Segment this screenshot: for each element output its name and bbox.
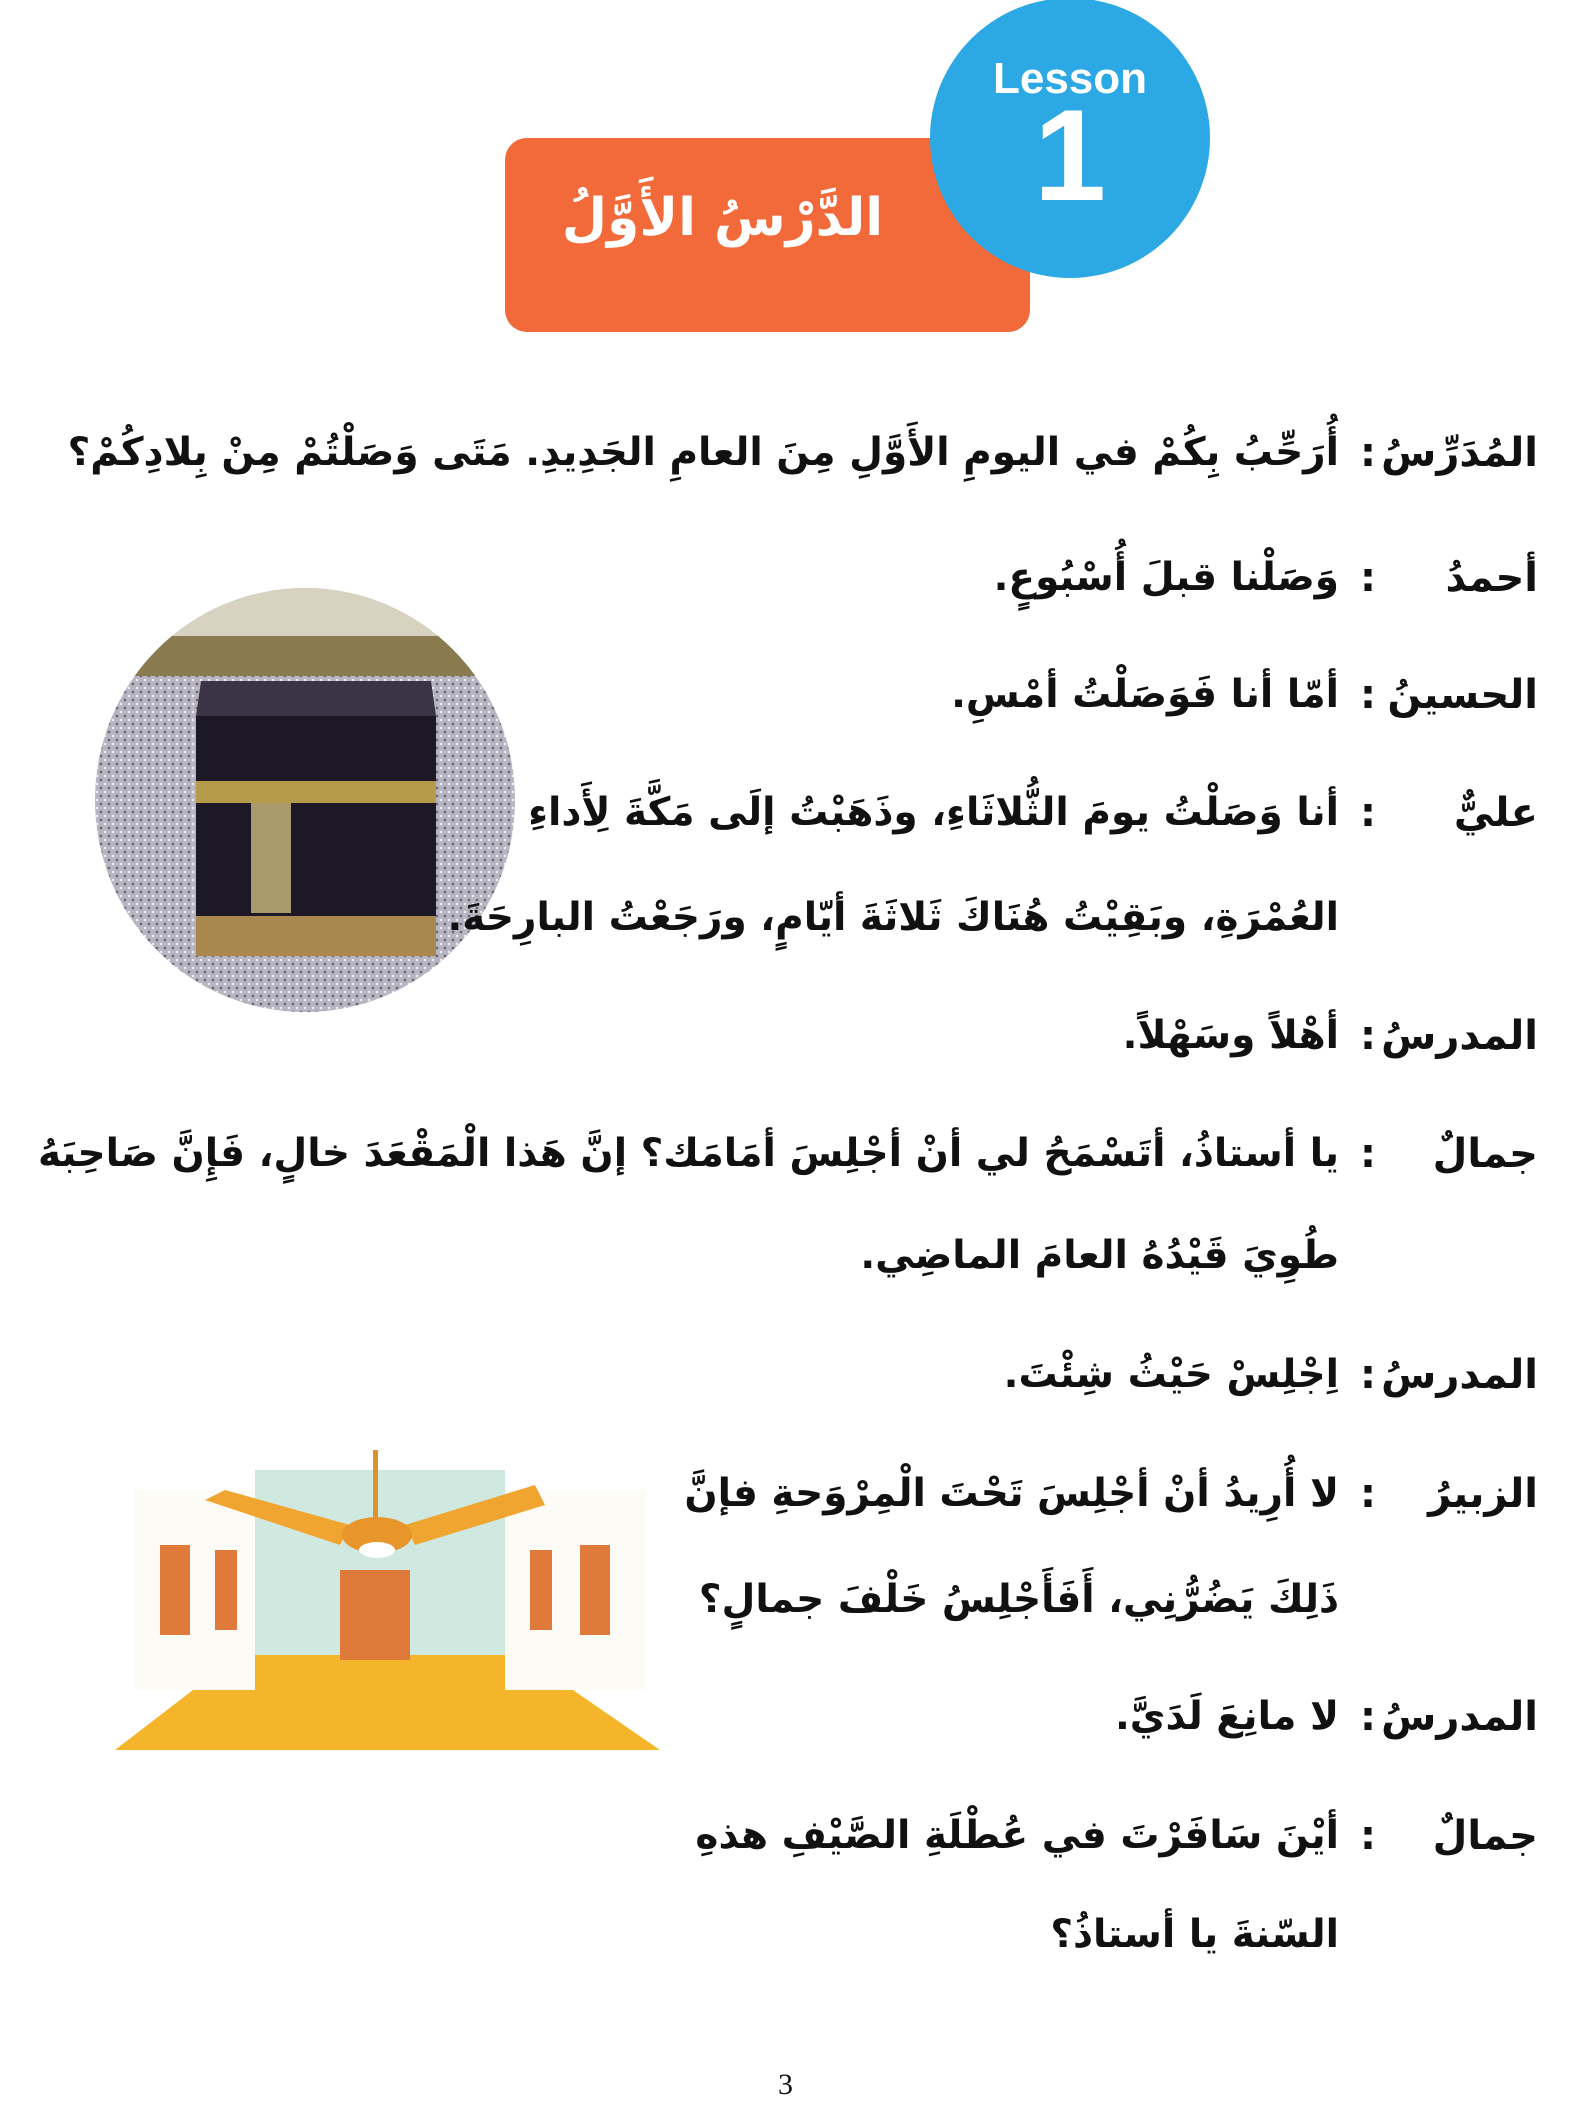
speaker-colon: : bbox=[1360, 1471, 1376, 1517]
dialogue-text: ذَلِكَ يَضُرُّنِي، أَفَأَجْلِسُ خَلْفَ جمالٍ؟ bbox=[698, 1577, 1339, 1622]
lesson-number: 1 bbox=[1033, 82, 1107, 228]
speaker-name: عليٌّ bbox=[1453, 790, 1538, 836]
speaker-colon: : bbox=[1360, 672, 1376, 718]
dialogue-line bbox=[0, 1912, 1594, 1982]
dialogue-text: لا مانِعَ لَدَيَّ. bbox=[1114, 1694, 1339, 1739]
dialogue-text: أمّا أنا فَوَصَلْتُ أمْسِ. bbox=[951, 672, 1339, 717]
dialogue-text: أيْنَ سَافَرْتَ في عُطْلَةِ الصَّيْفِ هذهِ bbox=[695, 1813, 1339, 1858]
speaker-name: جمالٌ bbox=[1432, 1131, 1538, 1177]
dialogue-line bbox=[0, 895, 1594, 965]
speaker-name: المدرسُ bbox=[1381, 1352, 1538, 1398]
speaker-name: المدرسُ bbox=[1381, 1694, 1538, 1740]
dialogue-text: العُمْرَةِ، وبَقِيْتُ هُنَاكَ ثَلاثَةَ أيّامٍ، ورَجَعْتُ البارِحَةَ. bbox=[447, 895, 1339, 940]
dialogue-text: أهْلاً وسَهْلاً. bbox=[1122, 1013, 1339, 1058]
dialogue-text: أُرَحِّبُ بِكُمْ في اليومِ الأَوَّلِ مِنَ العامِ الجَدِيدِ. مَتَى وَصَلْتُمْ مِنْ بِلادِكُمْ؟ bbox=[67, 430, 1339, 475]
dialogue-text: السّنةَ يا أستاذُ؟ bbox=[1050, 1912, 1339, 1957]
speaker-name: جمالٌ bbox=[1432, 1813, 1538, 1859]
dialogue-line bbox=[0, 1233, 1594, 1303]
dialogue-text: يا أستاذُ، أتَسْمَحُ لي أنْ أجْلِسَ أمَامَك؟ إنَّ هَذا الْمَقْعَدَ خالٍ، فَإِنَّ صَاحِبَهُ bbox=[37, 1131, 1339, 1176]
speaker-name: المُدَرِّسُ bbox=[1381, 430, 1538, 476]
dialogue-line bbox=[0, 1352, 1594, 1422]
dialogue-text: طُوِيَ قَيْدُهُ العامَ الماضِي. bbox=[860, 1233, 1339, 1278]
dialogue-line bbox=[0, 1013, 1594, 1083]
speaker-colon: : bbox=[1360, 1813, 1376, 1859]
dialogue-line bbox=[0, 790, 1594, 860]
dialogue-line bbox=[0, 1131, 1594, 1201]
speaker-colon: : bbox=[1360, 1694, 1376, 1740]
page-number: 3 bbox=[778, 2068, 793, 2101]
dialogue-line bbox=[0, 672, 1594, 742]
dialogue-text: لا أُرِيدُ أنْ أجْلِسَ تَحْتَ الْمِرْوَحةِ فإنَّ bbox=[684, 1471, 1339, 1516]
dialogue-line bbox=[0, 1813, 1594, 1883]
speaker-colon: : bbox=[1360, 790, 1376, 836]
dialogue-line bbox=[0, 555, 1594, 625]
speaker-colon: : bbox=[1360, 1013, 1376, 1059]
dialogue-line bbox=[0, 1694, 1594, 1764]
speaker-name: المدرسُ bbox=[1381, 1013, 1538, 1059]
dialogue-line bbox=[0, 1471, 1594, 1541]
lesson-title: الدَّرْسُ الأَوَّلُ bbox=[561, 188, 884, 248]
dialogue-text: وَصَلْنا قبلَ أُسْبُوعٍ. bbox=[993, 555, 1339, 600]
dialogue-text: أنا وَصَلْتُ يومَ الثُّلاثَاءِ، وذَهَبْتُ إلَى مَكَّةَ لِأَداءِ bbox=[528, 790, 1339, 835]
dialogue-line bbox=[0, 1577, 1594, 1647]
dialogue-text: اِجْلِسْ حَيْثُ شِئْتَ. bbox=[1003, 1352, 1339, 1397]
speaker-name: الحسينُ bbox=[1387, 672, 1538, 718]
speaker-colon: : bbox=[1360, 1352, 1376, 1398]
speaker-name: أحمدُ bbox=[1445, 555, 1538, 601]
speaker-name: الزبيرُ bbox=[1428, 1471, 1538, 1517]
speaker-colon: : bbox=[1360, 430, 1376, 476]
speaker-colon: : bbox=[1360, 1131, 1376, 1177]
dialogue-line bbox=[0, 430, 1594, 500]
speaker-colon: : bbox=[1360, 555, 1376, 601]
lesson-label: Lesson bbox=[992, 54, 1148, 103]
lesson-number-badge bbox=[930, 0, 1210, 278]
